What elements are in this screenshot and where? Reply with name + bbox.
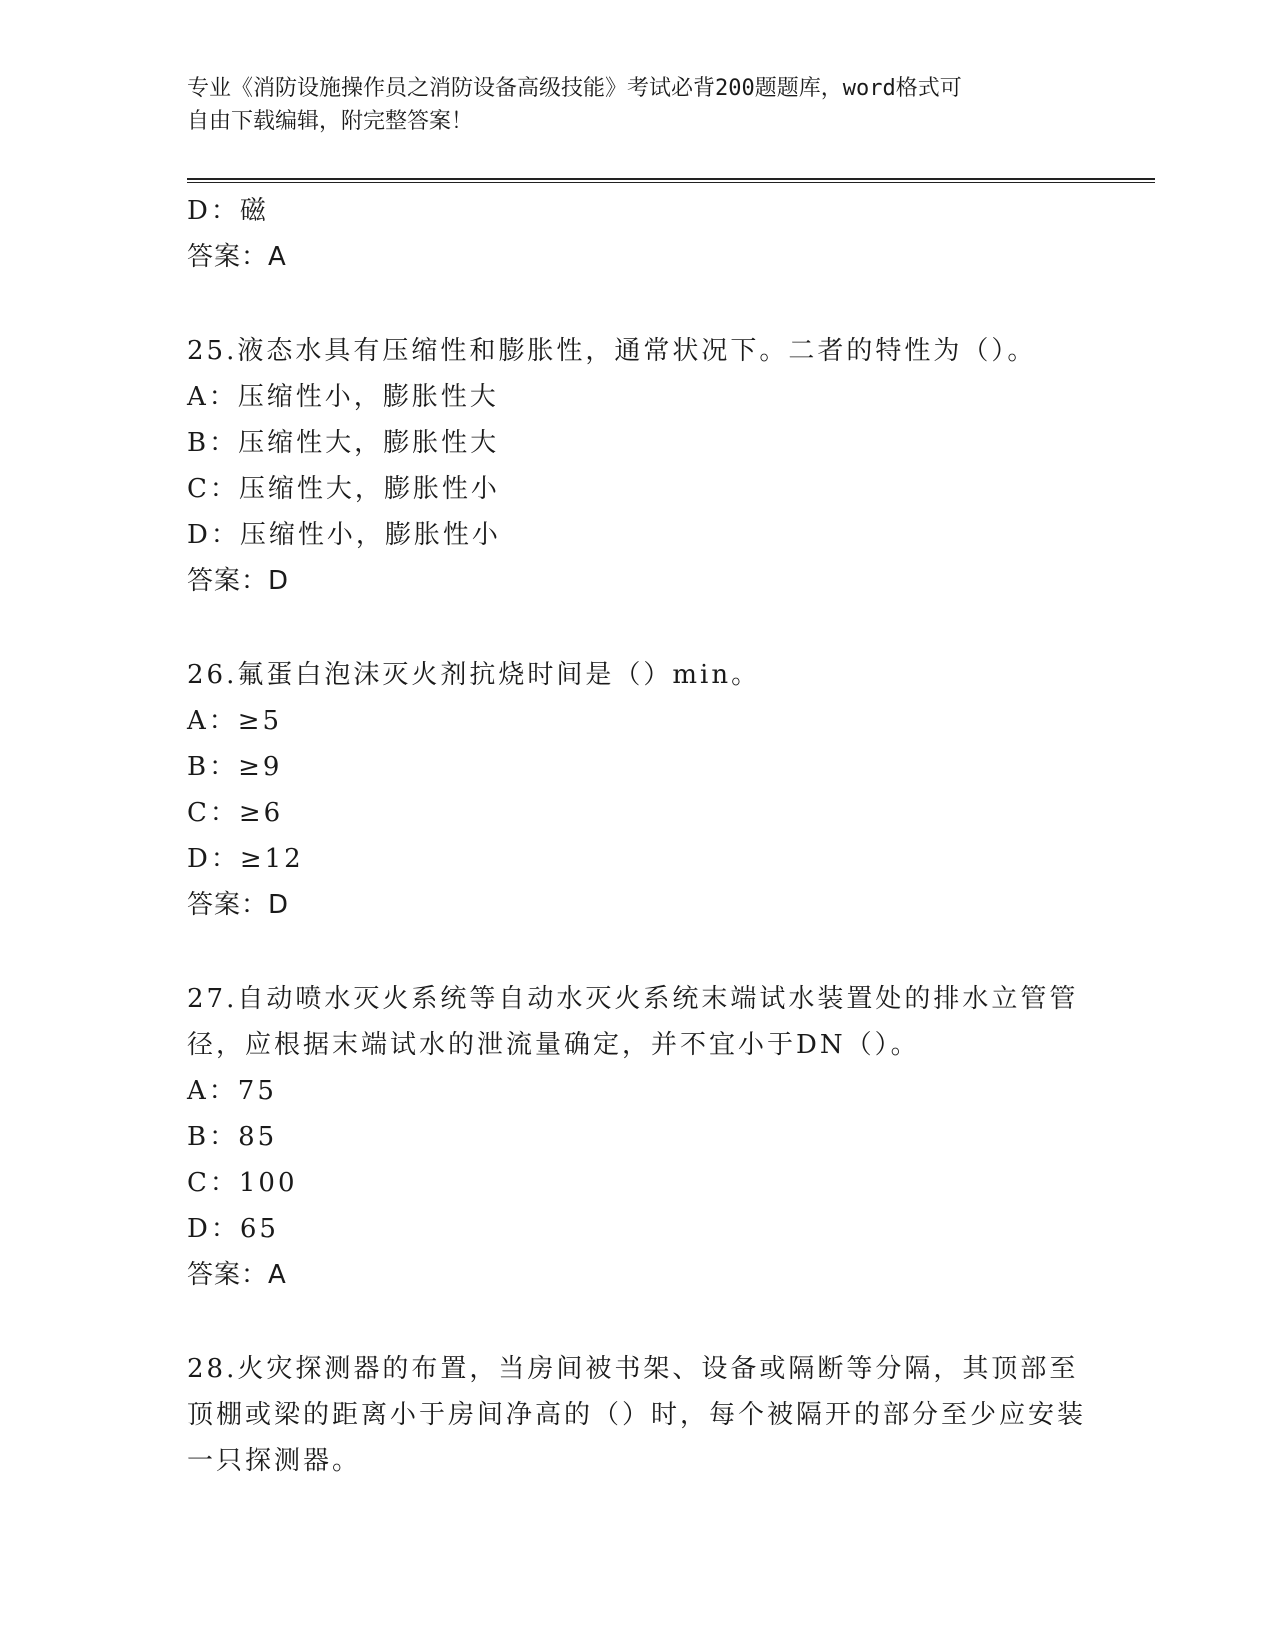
- option-b: B：≥9: [187, 752, 283, 782]
- option-c: C：100: [187, 1168, 298, 1198]
- header-divider: [187, 178, 1155, 183]
- question-stem: 25.液态水具有压缩性和膨胀性，通常状况下。二者的特性为（）。: [187, 336, 1037, 366]
- header-line-1: 专业《消防设施操作员之消防设备高级技能》考试必背200题题库，word格式可: [187, 76, 962, 101]
- question-28: [187, 1346, 1087, 1484]
- option-d: D：压缩性小，膨胀性小: [187, 520, 501, 550]
- question-26: [187, 652, 1087, 928]
- option-a: A：压缩性小，膨胀性大: [187, 382, 499, 412]
- option-c: C：≥6: [187, 798, 284, 828]
- question-stem: 27.自动喷水灭火系统等自动水灭火系统末端试水装置处的排水立管管径，应根据末端试水的泄流量确定，并不宜小于DN（）。: [187, 984, 1079, 1060]
- question-stem: 28.火灾探测器的布置，当房间被书架、设备或隔断等分隔，其顶部至顶棚或梁的距离小于房间净高的（）时，每个被隔开的部分至少应安装一只探测器。: [187, 1354, 1087, 1476]
- option-b: B：85: [187, 1122, 278, 1152]
- answer: 答案：A: [187, 242, 287, 272]
- option-d: D：65: [187, 1214, 279, 1244]
- option-a: A：≥5: [187, 706, 283, 736]
- option-b: B：压缩性大，膨胀性大: [187, 428, 500, 458]
- option-c: C：压缩性大，膨胀性小: [187, 474, 500, 504]
- document-body: [187, 188, 1087, 1484]
- question-24-tail: [187, 188, 1087, 280]
- document-header: [187, 72, 1067, 138]
- question-stem: 26.氟蛋白泡沫灭火剂抗烧时间是（）min。: [187, 660, 761, 690]
- question-27: [187, 976, 1087, 1298]
- answer: 答案：A: [187, 1260, 287, 1290]
- option-d: D：磁: [187, 196, 269, 226]
- header-line-2: 自由下载编辑，附完整答案！: [187, 109, 474, 134]
- question-25: [187, 328, 1087, 604]
- option-a: A：75: [187, 1076, 277, 1106]
- answer: 答案：D: [187, 890, 290, 920]
- option-d: D：≥12: [187, 844, 304, 874]
- answer: 答案：D: [187, 566, 290, 596]
